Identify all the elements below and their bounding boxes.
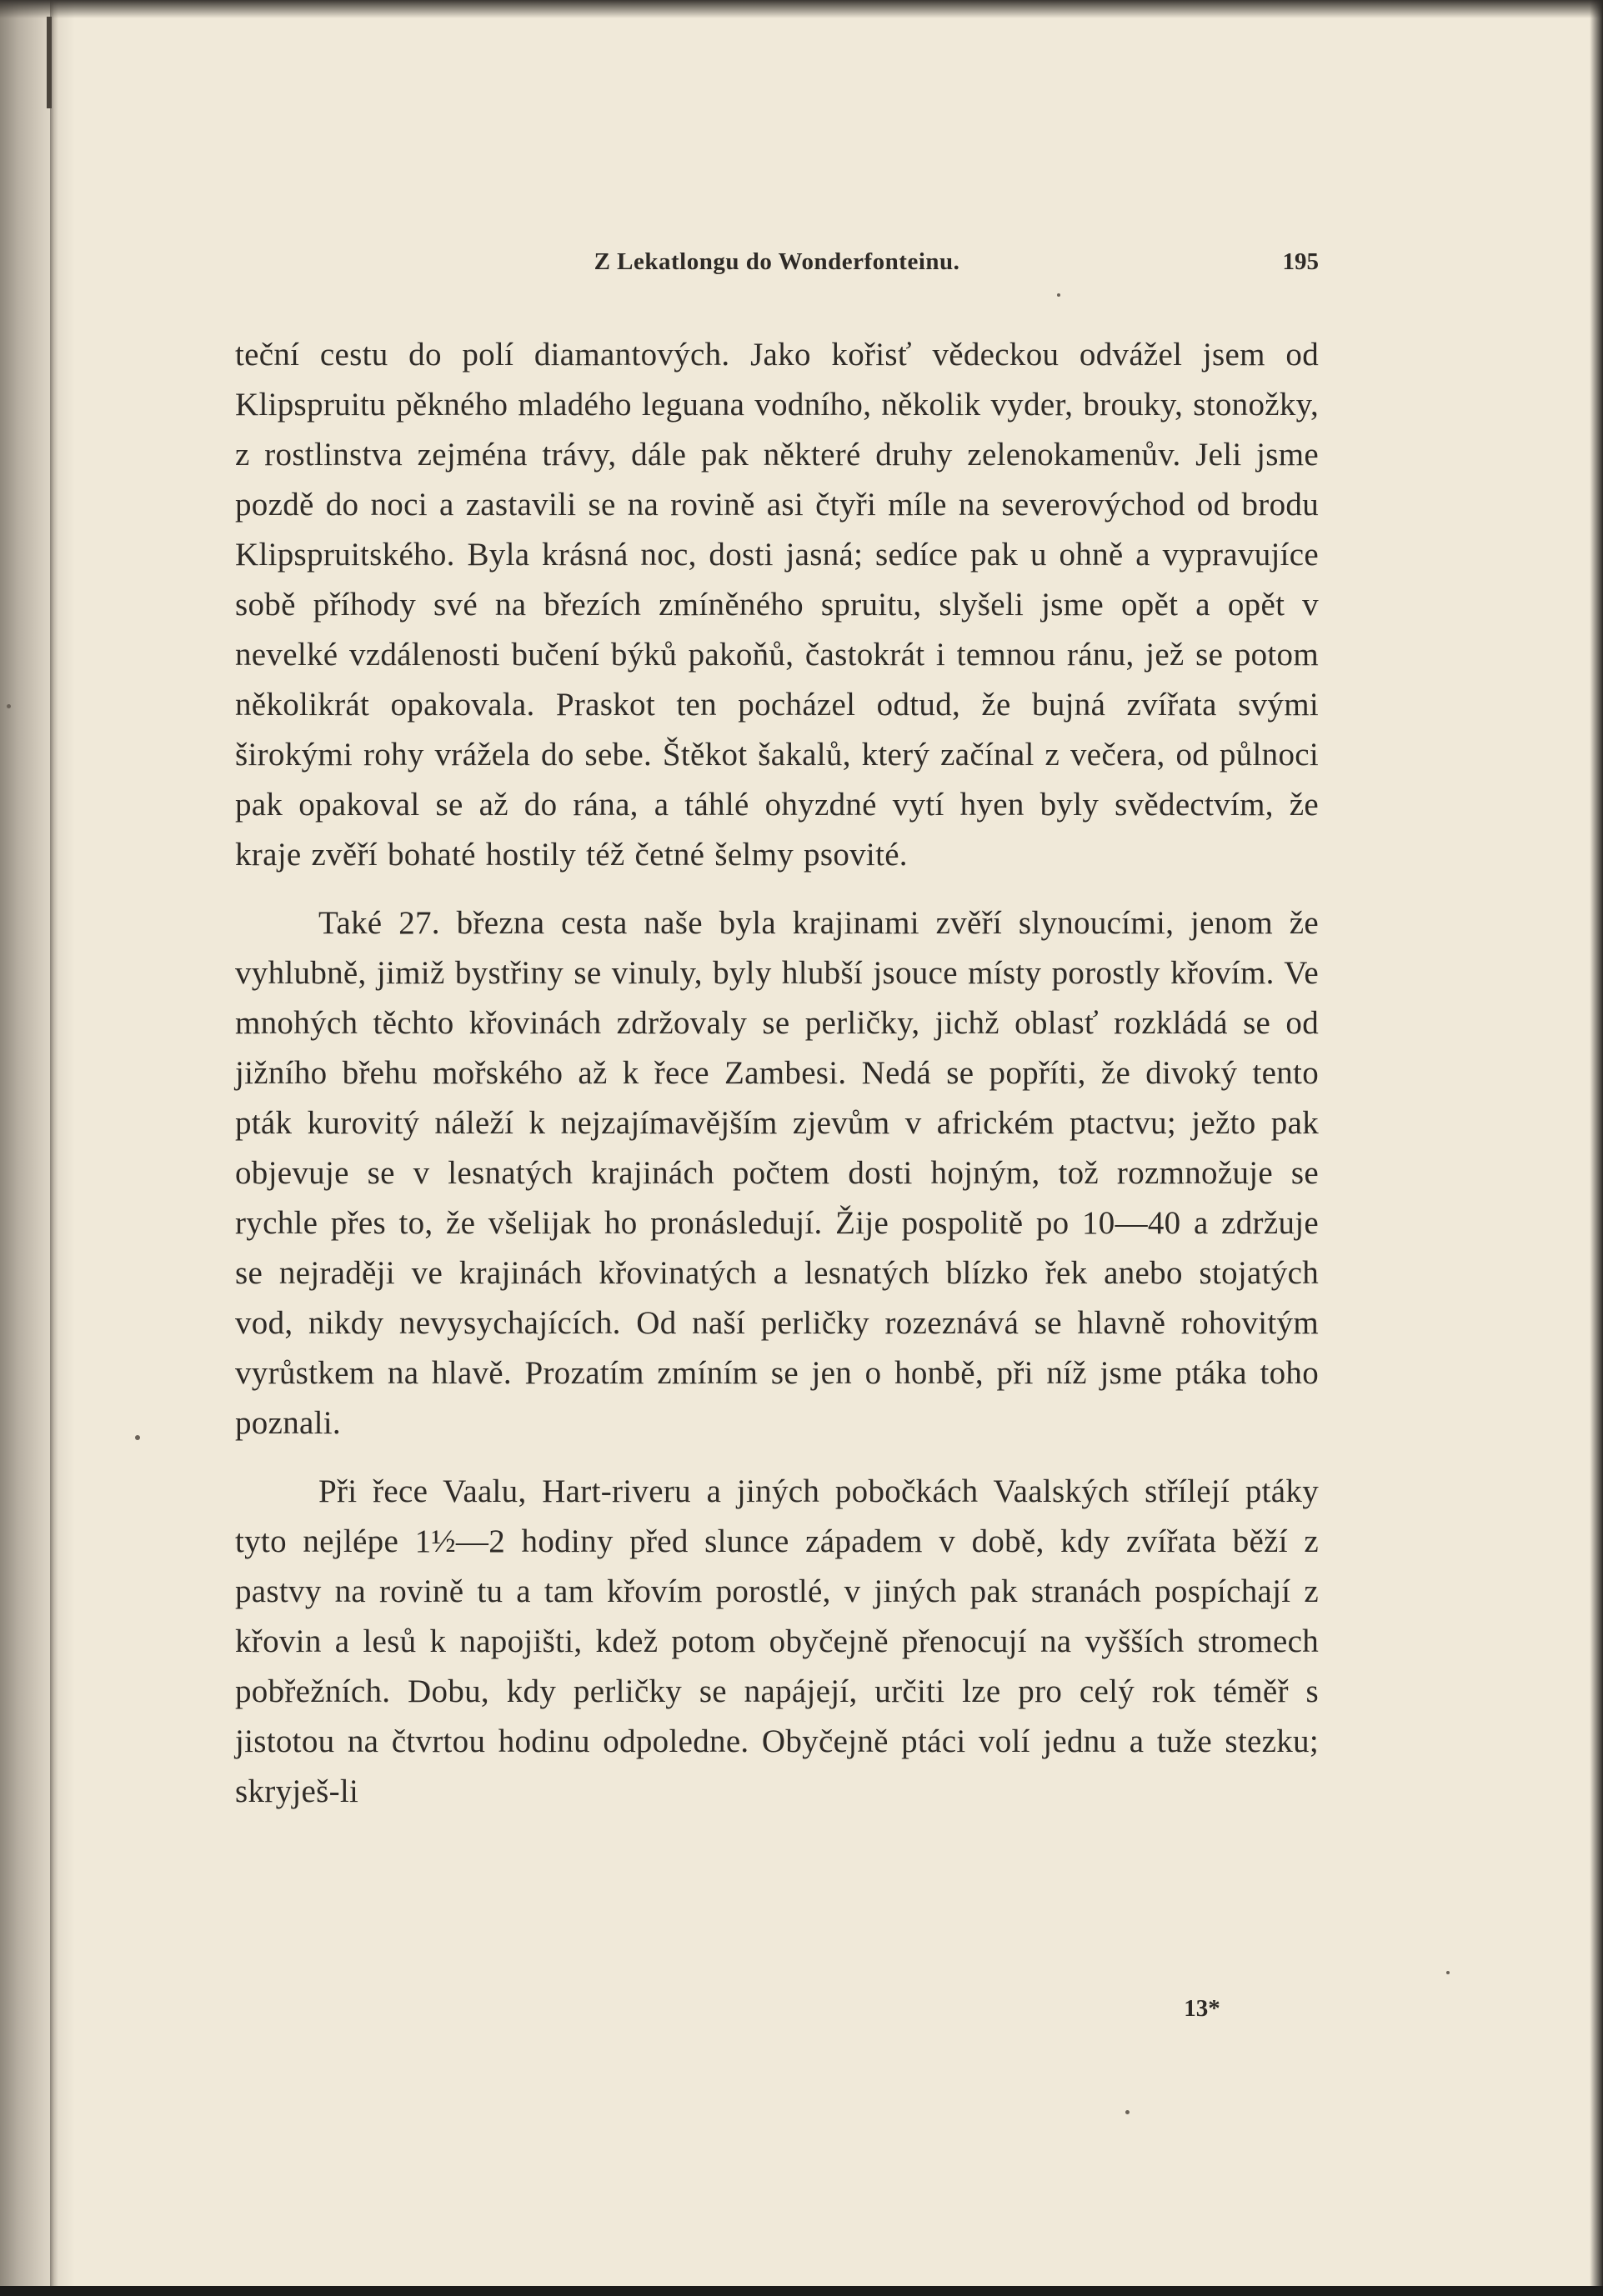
paper-speck <box>7 704 11 708</box>
paragraph: teční cestu do polí diamantových. Jako kořisť vědeckou odvážel jsem od Klipspruitu pěkného mladého leguana vodního, několik vyder, brouky, stonožky, z rostlinstva zejména trávy, dále pak některé druhy zelenokamenův. Jeli jsme pozdě do noci a zastavili se na rovině asi čtyři míle na severovýchod od brodu Klipspruitského. Byla krásná noc, dosti jasná; sedíce pak u ohně a vypravujíce sobě příhody své na březích zmíněného spruitu, slyšeli jsme opět a opět v nevelké vzdálenosti bučení býků pakoňů, častokrát i temnou ránu, jež se potom několikrát opakovala. Praskot ten pocházel odtud, že bujná zvířata svými širokými rohy vrážela do sebe. Štěkot šakalů, který začínal z večera, od půlnoci pak opakoval se až do rána, a táhlé ohyzdné vytí hyen byly svědectvím, že kraje zvěří bohaté hostily též četné šelmy psovité. <box>235 337 1319 873</box>
paragraph: Také 27. března cesta naše byla krajinami zvěří slynoucími, jenom že vyhlubně, jimiž bystřiny se vinuly, byly hlubší jsouce místy porostly křovím. Ve mnohých těchto křovinách zdržovaly se perličky, jichž oblasť rozkládá se od jižního břehu mořského až k řece Zambesi. Nedá se popříti, že divoký tento pták kurovitý náleží k nejzajímavějším zjevům v africkém ptactvu; ježto pak objevuje se v lesnatých krajinách počtem dosti hojným, tož rozmnožuje se rychle přes to, že všelijak ho pronásledují. Žije pospolitě po 10—40 a zdržuje se nejraději ve krajinách křovinatých a lesnatých blízko řek anebo stojatých vod, nikdy nevysychajících. Od naší perličky rozeznává se hlavně rohovitým vyrůstkem na hlavě. Prozatím zmíním se jen o honbě, při níž jsme ptáka toho poznali. <box>235 905 1319 1441</box>
right-page-edge <box>1590 0 1603 2296</box>
bottom-page-edge <box>0 2286 1603 2296</box>
paper-speck <box>135 1435 140 1440</box>
paper-speck <box>1446 1971 1450 1974</box>
binding-mark <box>47 17 52 108</box>
body-text <box>235 330 1319 1817</box>
top-page-edge <box>0 0 1603 18</box>
binding-shadow <box>0 0 75 2296</box>
paper-speck <box>1057 293 1060 297</box>
signature-mark: 13* <box>1184 1995 1220 2022</box>
running-title: Z Lekatlongu do Wonderfonteinu. <box>594 248 960 275</box>
paper-speck <box>1125 2110 1130 2114</box>
paragraph: Při řece Vaalu, Hart-riveru a jiných pobočkách Vaalských střílejí ptáky tyto nejlépe 1½—2 hodiny před slunce západem v době, kdy zvířata běží z pastvy na rovině tu a tam křovím porostlé, v jiných pak stranách pospíchají z křovin a lesů k napojišti, kdež potom obyčejně přenocují na vyšších stromech pobřežních. Dobu, kdy perličky se napájejí, určiti lze pro celý rok téměř s jistotou na čtvrtou hodinu odpoledne. Obyčejně ptáci volí jednu a tuže stezku; skryješ-li <box>235 1473 1319 1809</box>
page-number: 195 <box>1282 248 1319 275</box>
running-header <box>235 248 1319 285</box>
binding-line <box>50 0 58 2296</box>
